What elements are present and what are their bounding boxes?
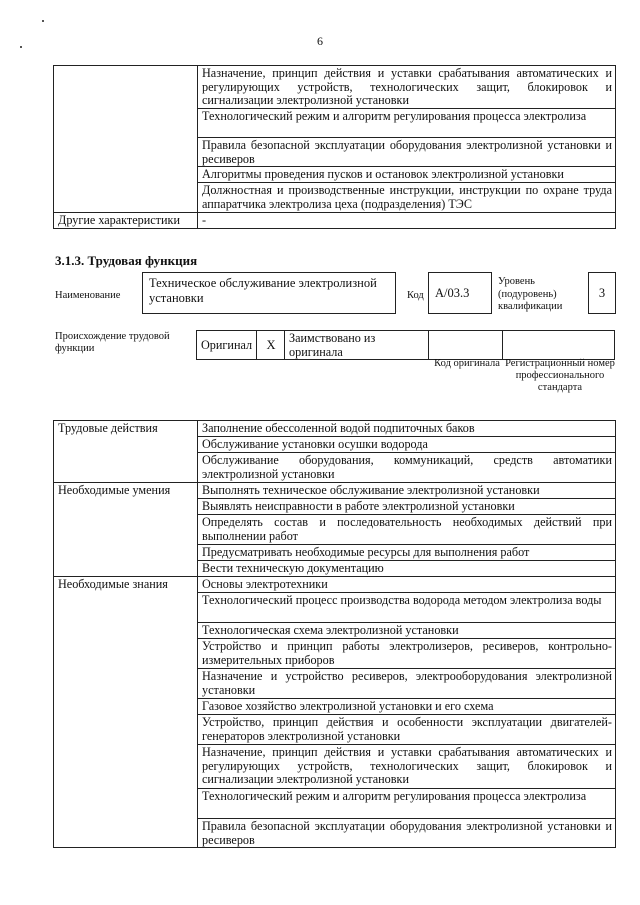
group-item: Обслуживание установки осушки водорода: [198, 437, 616, 453]
group-item: Выполнять техническое обслуживание электролизной установки: [198, 483, 616, 499]
top-table-item: Правила безопасной эксплуатации оборудования электролизной установки и ресиверов: [198, 138, 616, 167]
group-item: Газовое хозяйство электролизной установки и его схема: [198, 699, 616, 715]
other-characteristics-label: Другие характеристики: [54, 213, 198, 229]
code-original-caption: Код оригинала: [434, 358, 500, 369]
group-item: Заполнение обессоленной водой подпиточных баков: [198, 421, 616, 437]
group-item: Правила безопасной эксплуатации оборудования электролизной установки и ресиверов: [198, 819, 616, 848]
group-label-knowledge: Необходимые знания: [54, 577, 198, 848]
other-characteristics-value: -: [198, 213, 616, 229]
main-table: [53, 420, 616, 848]
origin-table: [196, 330, 615, 360]
group-item: Назначение и устройство ресиверов, электрооборудования электролизной установки: [198, 669, 616, 699]
code-label: Код: [407, 290, 424, 301]
section-heading: 3.1.3. Трудовая функция: [55, 253, 198, 268]
code-value: A/03.3: [435, 286, 470, 300]
group-item: Устройство и принцип работы электролизеров, ресиверов, контрольно-измерительных приборов: [198, 639, 616, 669]
level-label: Уровень (подуровень) квалификации: [498, 276, 563, 312]
top-table-empty-label: [54, 66, 198, 213]
group-item: Основы электротехники: [198, 577, 616, 593]
top-table-item: Технологический режим и алгоритм регулирования процесса электролиза: [198, 109, 616, 138]
origin-original: Оригинал: [197, 331, 257, 360]
group-label-skills: Необходимые умения: [54, 483, 198, 577]
top-table: [53, 65, 616, 229]
group-label-labor-actions: Трудовые действия: [54, 421, 198, 483]
level-box: [588, 272, 616, 314]
group-item: Технологическая схема электролизной установки: [198, 623, 616, 639]
name-label: Наименование: [55, 290, 121, 301]
top-table-item: Должностная и производственные инструкции, инструкции по охране труда аппаратчика электролиза цеха (подразделения) ТЭС: [198, 183, 616, 213]
origin-label: Происхождение трудовой функции: [55, 331, 170, 354]
group-item: Предусматривать необходимые ресурсы для выполнения работ: [198, 545, 616, 561]
origin-mark: X: [257, 331, 285, 360]
group-item: Технологический процесс производства водорода методом электролиза воды: [198, 593, 616, 623]
name-value: Техническое обслуживание электролизной установки: [149, 276, 377, 305]
group-item: Устройство, принцип действия и особенности эксплуатации двигателей-генераторов электролизной установки: [198, 715, 616, 745]
group-item: Вести техническую документацию: [198, 561, 616, 577]
origin-borrowed: Заимствовано из оригинала: [285, 331, 429, 360]
level-value: 3: [598, 286, 606, 300]
scan-dot: [42, 20, 44, 22]
top-table-item: Назначение, принцип действия и уставки срабатывания автоматических и регулирующих устройств, технологических защит, блокировок и сигнализации электролизной установки: [198, 66, 616, 109]
code-box: [428, 272, 492, 314]
name-box: [142, 272, 396, 314]
page-number: 6: [317, 34, 323, 48]
group-item: Определять состав и последовательность необходимых действий при выполнении работ: [198, 515, 616, 545]
group-item: Обслуживание оборудования, коммуникаций, средств автоматики электролизной установки: [198, 453, 616, 483]
group-item: Технологический режим и алгоритм регулирования процесса электролиза: [198, 789, 616, 819]
reg-number-caption: Регистрационный номер профессионального стандарта: [505, 358, 615, 393]
origin-reg-cell: [503, 331, 615, 360]
origin-code-cell: [429, 331, 503, 360]
top-table-item: Алгоритмы проведения пусков и остановок электролизной установки: [198, 167, 616, 183]
group-item: Назначение, принцип действия и уставки срабатывания автоматических и регулирующих устройств, технологических защит, блокировок и сигнализации электролизной установки: [198, 745, 616, 789]
group-item: Выявлять неисправности в работе электролизной установки: [198, 499, 616, 515]
